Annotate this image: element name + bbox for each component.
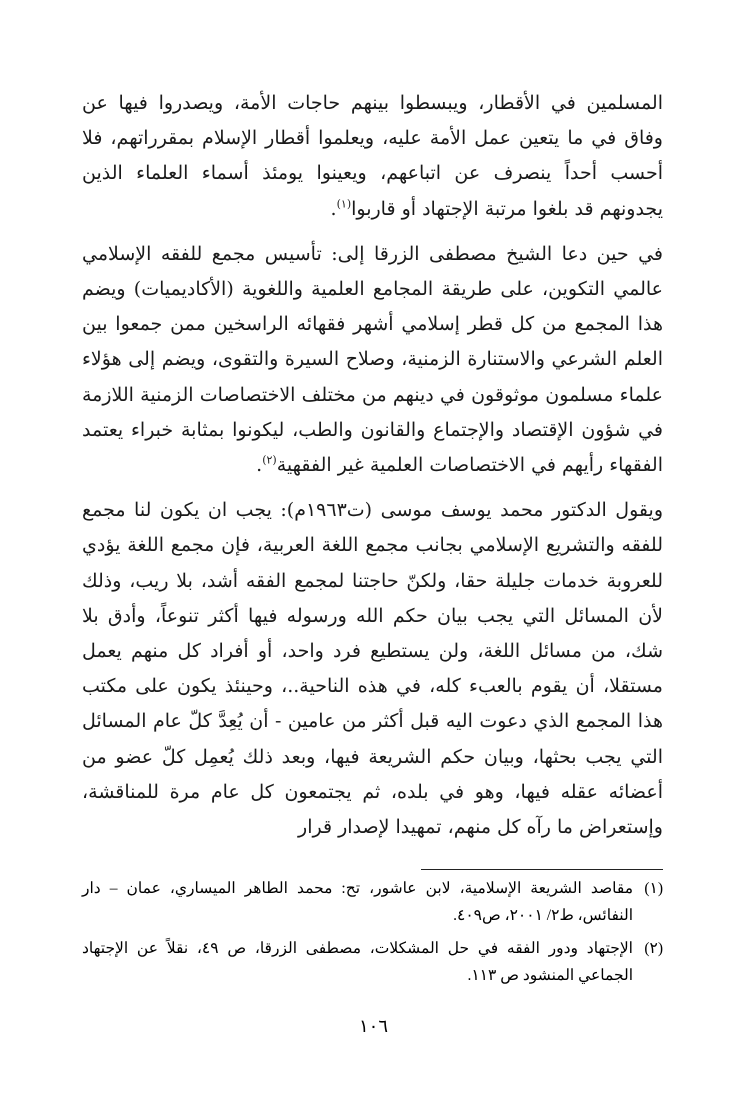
footnote-ref-2: (٢) <box>262 453 277 467</box>
paragraph-1 <box>82 86 663 227</box>
footnote-2-number: (٢) <box>644 940 663 957</box>
paragraph-2-text: في حين دعا الشيخ مصطفى الزرقا إلى: تأسيس مجمع للفقه الإسلامي عالمي التكوين، على طريقة المجامع العلمية واللغوية (الأكاديميات) ويضم هذا المجمع من كل قطر إسلامي أشهر فقهائه الراسخين ممن جمعوا بين العلم الشرعي والاستنارة الزمنية، وصلاح السيرة والتقوى، ويضم إلى هؤلاء علماء مسلمون موثوقون في دينهم من مختلف الاختصاصات الزمنية اللازمة في شؤون الإقتصاد والإجتماع والقانون والطب، ليكونوا بمثابة خبراء يعتمد الفقهاء رأيهم في الاختصاصات العلمية غير الفقهية <box>82 242 663 477</box>
footnotes <box>82 875 663 995</box>
paragraph-1-text: المسلمين في الأقطار، ويبسطوا بينهم حاجات الأمة، ويصدروا فيها عن وفاق في ما يتعين عمل الأمة عليه، ويعلموا أقطار الإسلام بمقرراتهم، فلا أحسب أحداً ينصرف عن اتباعهم، ويعينوا يومئذ أسماء العلماء الذين يجدونهم قد بلغوا مرتبة الإجتهاد أو قاربوا <box>82 92 663 220</box>
body-text <box>82 86 663 845</box>
footnote-1 <box>82 875 663 929</box>
footnote-1-number: (١) <box>644 880 663 897</box>
footnote-separator <box>421 869 663 870</box>
paragraph-3 <box>82 493 663 845</box>
footnote-1-text: مقاصد الشريعة الإسلامية، لابن عاشور، تح: محمد الطاهر الميساري، عمان – دار النفائس، ط٢/ ٢٠٠١، ص٤٠٩. <box>82 880 633 924</box>
paragraph-1-tail: . <box>330 197 337 220</box>
paragraph-3-text: ويقول الدكتور محمد يوسف موسى (ت١٩٦٣م): يجب ان يكون لنا مجمع للفقه والتشريع الإسلامي بجانب مجمع اللغة العربية، فإن مجمع اللغة يؤدي للعروبة خدمات جليلة حقا، ولكنّ حاجتنا لمجمع الفقه أشد، بلا ريب، وذلك لأن المسائل التي يجب بيان حكم الله ورسوله فيها أكثر تنوعاً، وأدق بلا شك، من مسائل اللغة، ولن يستطيع فرد واحد، أو أفراد كل منهم يعمل مستقلا، أن يقوم بالعبء كله، في هذه الناحية..، وحينئذ يكون على مكتب هذا المجمع الذي دعوت اليه قبل أكثر من عامين - أن يُعِدَّ كلّ عام المسائل التي يجب بحثها، وبيان حكم الشريعة فيها، وبعد ذلك يُعمِل كلّ عضو من أعضائه عقله فيها، وهو في بلده، ثم يجتمعون كل عام مرة للمناقشة، وإستعراض ما رآه كل منهم، تمهيدا لإصدار قرار <box>82 499 663 839</box>
paragraph-2 <box>82 237 663 483</box>
page-number: ١٠٦ <box>358 1016 388 1036</box>
footnote-ref-1: (١) <box>336 197 352 211</box>
paragraph-2-tail: . <box>256 454 263 477</box>
footnote-2-text: الإجتهاد ودور الفقه في حل المشكلات، مصطفى الزرقا، ص ٤٩، نقلاً عن الإجتهاد الجماعي المنشود ص ١١٣. <box>82 940 633 984</box>
footnote-2 <box>82 935 663 989</box>
